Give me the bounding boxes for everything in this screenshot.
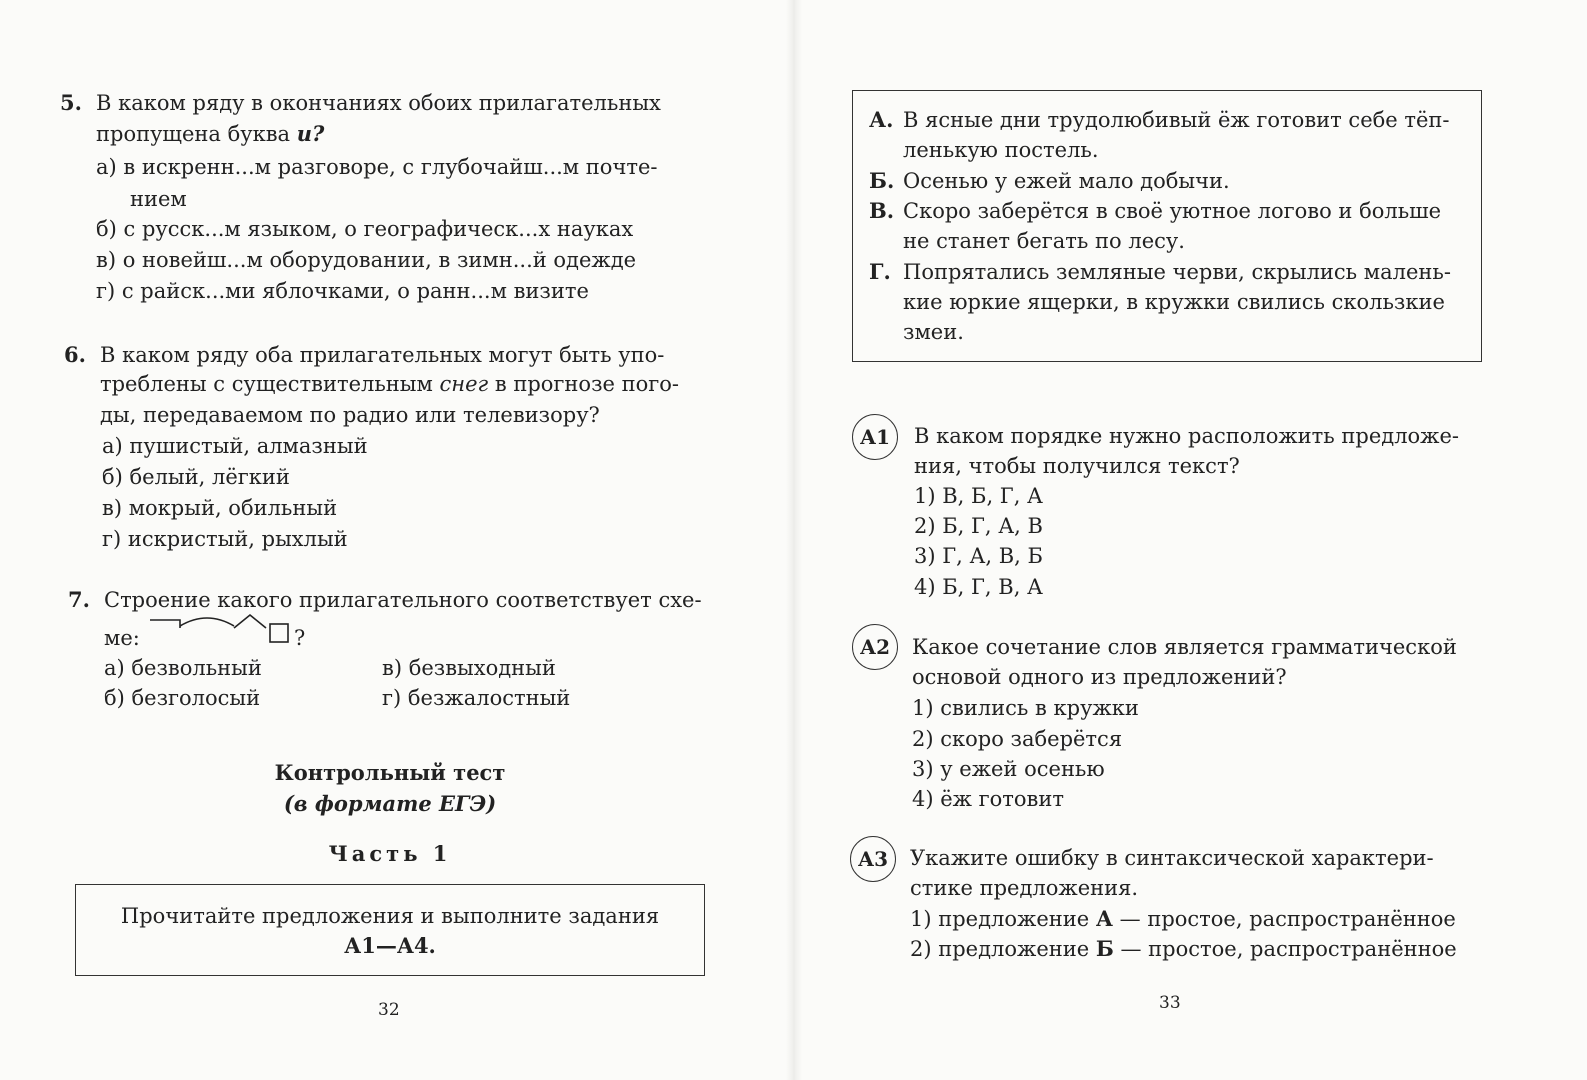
q7-number: 7. bbox=[68, 587, 90, 612]
q7-option-a: а) безвольный bbox=[104, 656, 262, 680]
q7-option-v: в) безвыходный bbox=[382, 656, 556, 680]
sentence-v-label: В. bbox=[869, 198, 895, 223]
sentence-g-line2: кие юркие ящерки, в кружки свились скользкие bbox=[903, 290, 1445, 314]
sentence-v-line2: не станет бегать по лесу. bbox=[903, 229, 1185, 253]
q6-number: 6. bbox=[64, 342, 86, 367]
q5-line1: В каком ряду в окончаниях обоих прилагательных bbox=[96, 91, 661, 115]
a3-option-1-post: — простое, распространённое bbox=[1112, 907, 1456, 931]
a1-option-2: 2) Б, Г, А, В bbox=[914, 514, 1043, 538]
q5-letter: и? bbox=[296, 121, 325, 146]
q5-option-g: г) с райск...ми яблочками, о ранн...м визите bbox=[96, 279, 589, 303]
q6-option-g: г) искристый, рыхлый bbox=[102, 527, 348, 551]
suffix-mark bbox=[234, 615, 266, 628]
a2-option-4: 4) ёж готовит bbox=[912, 787, 1064, 811]
q7-qmark: ? bbox=[294, 626, 306, 650]
morpheme-scheme-diagram bbox=[146, 612, 296, 652]
sentence-b-label: Б. bbox=[869, 168, 895, 193]
q5-number: 5. bbox=[60, 90, 82, 115]
q6-option-v: в) мокрый, обильный bbox=[102, 496, 338, 520]
q5-option-v: в) о новейш...м оборудовании, в зимн...й одежде bbox=[96, 248, 637, 272]
part-heading: Часть 1 bbox=[328, 841, 452, 866]
sentence-a-label: А. bbox=[869, 107, 894, 132]
instruction-box bbox=[75, 884, 705, 976]
sentence-g-line3: змеи. bbox=[903, 320, 964, 344]
a3-option-2-letter: Б bbox=[1095, 936, 1114, 961]
q6-noun: снег bbox=[439, 372, 489, 396]
q7-option-b: б) безголосый bbox=[104, 686, 261, 710]
sentence-g-label: Г. bbox=[869, 259, 891, 284]
prefix-mark bbox=[150, 620, 180, 628]
sentences-box bbox=[852, 90, 1482, 362]
task-a3-badge: А3 bbox=[850, 836, 896, 882]
instruction-line1: Прочитайте предложения и выполните задания bbox=[120, 904, 660, 928]
q5-option-b: б) с русск...м языком, о географическ...х науках bbox=[96, 217, 634, 241]
a2-option-3: 3) у ежей осенью bbox=[912, 757, 1105, 781]
a2-option-1: 1) свились в кружки bbox=[912, 696, 1139, 720]
q6-line1: В каком ряду оба прилагательных могут быть упо- bbox=[100, 343, 665, 367]
a1-line2: ния, чтобы получился текст? bbox=[914, 454, 1240, 478]
a3-line2: стике предложения. bbox=[910, 876, 1139, 900]
a2-line2: основой одного из предложений? bbox=[912, 665, 1287, 689]
sentence-v-line1: Скоро заберётся в своё уютное логово и больше bbox=[903, 199, 1442, 223]
root-arc bbox=[180, 618, 234, 626]
sentence-g-line1: Попрятались земляные черви, скрылись малень- bbox=[903, 260, 1451, 284]
q6-line2 bbox=[100, 369, 679, 400]
a3-option-1 bbox=[910, 904, 1456, 935]
a3-option-2-post: — простое, распространённое bbox=[1113, 937, 1457, 961]
a1-option-4: 4) Б, Г, В, А bbox=[914, 575, 1043, 599]
test-title: Контрольный тест bbox=[274, 760, 506, 785]
sentence-b-line1: Осенью у ежей мало добычи. bbox=[903, 169, 1230, 193]
page-number-right: 33 bbox=[1159, 993, 1181, 1013]
a1-line1: В каком порядке нужно расположить предложе- bbox=[914, 424, 1460, 448]
q5-option-a-cont: нием bbox=[130, 187, 187, 211]
q7-option-g: г) безжалостный bbox=[382, 686, 571, 710]
a1-option-3: 3) Г, А, В, Б bbox=[914, 544, 1043, 568]
q6-option-b: б) белый, лёгкий bbox=[102, 465, 290, 489]
a3-line1: Укажите ошибку в синтаксической характери- bbox=[910, 846, 1434, 870]
q6-option-a: а) пушистый, алмазный bbox=[102, 434, 368, 458]
q6-line3: ды, передаваемом по радио или телевизору? bbox=[100, 403, 600, 427]
a3-option-2-pre: 2) предложение bbox=[910, 937, 1096, 961]
q5-line2 bbox=[96, 119, 324, 150]
sentence-a-line1: В ясные дни трудолюбивый ёж готовит себе тёп- bbox=[903, 108, 1450, 132]
sentence-a-line2: ленькую постель. bbox=[903, 138, 1099, 162]
a2-line1: Какое сочетание слов является грамматической bbox=[912, 635, 1457, 659]
a2-option-2: 2) скоро заберётся bbox=[912, 727, 1123, 751]
task-a2-badge: А2 bbox=[852, 624, 898, 670]
q7-line2: ме: bbox=[104, 626, 140, 650]
page-left bbox=[0, 0, 793, 1080]
a3-option-2 bbox=[910, 934, 1457, 965]
instruction-line2: А1—А4. bbox=[344, 933, 436, 958]
q5-option-a: а) в искренн...м разговоре, с глубочайш...м почте- bbox=[96, 155, 658, 179]
test-subtitle: (в формате ЕГЭ) bbox=[283, 791, 497, 816]
page-right bbox=[794, 0, 1587, 1080]
q6-line2-pre: треблены с существительным bbox=[100, 372, 440, 396]
a1-option-1: 1) В, Б, Г, А bbox=[914, 484, 1043, 508]
page-number-left: 32 bbox=[378, 1000, 400, 1020]
a3-option-1-pre: 1) предложение bbox=[910, 907, 1096, 931]
q6-line2-post: в прогнозе пого- bbox=[488, 372, 680, 396]
task-a1-badge: А1 bbox=[852, 414, 898, 460]
q5-line2-text: пропущена буква bbox=[96, 122, 297, 146]
q7-line1: Строение какого прилагательного соответствует схе- bbox=[104, 588, 702, 612]
a3-option-1-letter: А bbox=[1095, 906, 1113, 931]
ending-box bbox=[270, 624, 288, 642]
